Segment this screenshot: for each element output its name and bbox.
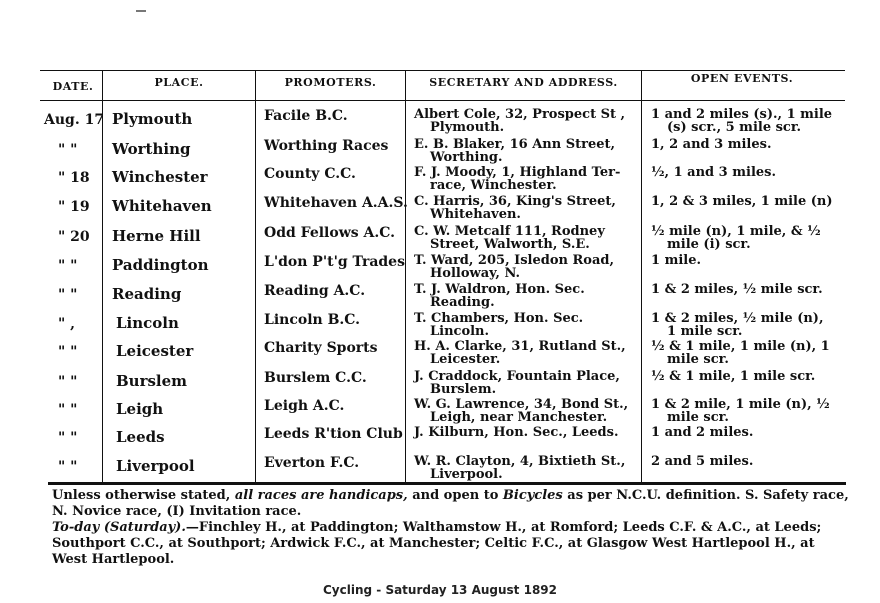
table-top-rule — [40, 70, 845, 71]
row-events-line: 1 & 2 mile, 1 mile (n), ½ — [651, 397, 830, 412]
row-secretary-line: Worthing. — [430, 150, 503, 165]
row-secretary-line: Whitehaven. — [430, 207, 521, 222]
row-secretary-line: Plymouth. — [430, 120, 505, 135]
row-secretary-line: Street, Walworth, S.E. — [430, 237, 590, 252]
footnote-handicaps: all races are handicaps, — [234, 488, 408, 503]
row-events-line: 1, 2 and 3 miles. — [651, 137, 772, 152]
row-place: Leigh — [116, 400, 164, 418]
row-secretary-line: C. W. Metcalf 111, Rodney — [414, 224, 605, 239]
row-secretary-line: Lincoln. — [430, 324, 490, 339]
column-divider-4 — [641, 71, 642, 483]
row-events-line: mile scr. — [667, 410, 729, 425]
row-events-line: mile scr. — [667, 352, 729, 367]
row-promoters: Reading A.C. — [264, 283, 366, 299]
table-bottom-rule — [48, 482, 846, 485]
row-promoters: Worthing Races — [264, 138, 389, 154]
row-place: Burslem — [116, 372, 188, 390]
row-secretary-line: Reading. — [430, 295, 495, 310]
row-events-line: ½, 1 and 3 miles. — [651, 165, 776, 180]
row-place: Leicester — [116, 342, 194, 360]
row-events-line: 1 & 2 miles, ½ mile scr. — [651, 282, 823, 297]
scan-speck — [136, 10, 146, 12]
row-secretary-line: Leicester. — [430, 352, 501, 367]
row-date: " " — [58, 402, 78, 418]
row-secretary-line: T. Chambers, Hon. Sec. — [414, 311, 584, 326]
row-events-line: 1 and 2 miles. — [651, 425, 754, 440]
row-date: " " — [58, 344, 78, 360]
row-promoters: Whitehaven A.A.S. — [264, 195, 408, 211]
row-date: " " — [58, 459, 78, 475]
row-secretary-line: W. G. Lawrence, 34, Bond St., — [414, 397, 629, 412]
row-secretary-line: T. J. Waldron, Hon. Sec. — [414, 282, 585, 297]
row-events-line: 2 and 5 miles. — [651, 454, 754, 469]
row-place: Liverpool — [116, 457, 195, 475]
footnote-text-1: Unless otherwise stated, — [52, 488, 231, 503]
row-secretary-line: Burslem. — [430, 382, 497, 397]
header-promoters: PROMOTERS. — [284, 76, 377, 89]
footnote — [52, 488, 852, 568]
row-place: Paddington — [112, 256, 209, 274]
row-secretary-line: Liverpool. — [430, 467, 503, 482]
row-events-line: 1 mile. — [651, 253, 702, 268]
row-promoters: Leeds R'tion Club — [264, 426, 403, 442]
row-date: " 18 — [58, 170, 90, 186]
row-secretary-line: F. J. Moody, 1, Highland Ter- — [414, 165, 621, 180]
row-promoters: Everton F.C. — [264, 455, 360, 471]
row-date: " 19 — [58, 199, 90, 215]
row-promoters: Lincoln B.C. — [264, 312, 361, 328]
footnote-text-2: and open to — [412, 488, 499, 503]
footnote-today-events: —Finchley H., at Paddington; Walthamstow H., at Romford; Leeds C.F. & A.C., at Leeds; Southport C.C., at Southport; Ardwick F.C., at Manchester; Celtic F.C., at Glasgow West Hartlepool H., at West Hartlepool. — [52, 520, 822, 567]
row-secretary-line: Holloway, N. — [430, 266, 521, 281]
row-events-line: ½ mile (n), 1 mile, & ½ — [651, 224, 821, 239]
row-events-line: 1 and 2 miles (s)., 1 mile — [651, 107, 833, 122]
table-header-rule — [40, 100, 845, 101]
row-date: " , — [58, 316, 76, 332]
row-promoters: Charity Sports — [264, 340, 378, 356]
column-divider-1 — [102, 71, 103, 483]
row-date: " " — [58, 287, 78, 303]
row-secretary-line: C. Harris, 36, King's Street, — [414, 194, 616, 209]
row-place: Winchester — [112, 168, 208, 186]
row-events-line: 1 mile scr. — [667, 324, 743, 339]
row-events-line: ½ & 1 mile, 1 mile scr. — [651, 369, 816, 384]
row-secretary-line: Albert Cole, 32, Prospect St , — [414, 107, 626, 122]
row-date: " " — [58, 430, 78, 446]
row-secretary-line: E. B. Blaker, 16 Ann Street, — [414, 137, 616, 152]
row-place: Worthing — [112, 140, 191, 158]
row-place: Herne Hill — [112, 227, 201, 245]
row-date: " " — [58, 374, 78, 390]
row-date: " " — [58, 142, 78, 158]
header-secretary: SECRETARY AND ADDRESS. — [429, 76, 618, 89]
row-place: Lincoln — [116, 314, 179, 332]
header-events: OPEN EVENTS. — [690, 72, 794, 85]
row-date: " 20 — [58, 229, 90, 245]
row-secretary-line: Leigh, near Manchester. — [430, 410, 608, 425]
row-events-line: 1, 2 & 3 miles, 1 mile (n) — [651, 194, 833, 209]
row-events-line: ½ & 1 mile, 1 mile (n), 1 — [651, 339, 830, 354]
footnote-bicycles: Bicycles — [502, 488, 563, 503]
row-secretary-line: H. A. Clarke, 31, Rutland St., — [414, 339, 626, 354]
row-place: Whitehaven — [112, 197, 212, 215]
row-secretary-line: W. R. Clayton, 4, Bixtieth St., — [414, 454, 626, 469]
row-events-line: mile (i) scr. — [667, 237, 751, 252]
row-promoters: Burslem C.C. — [264, 370, 367, 386]
row-promoters: Odd Fellows A.C. — [264, 225, 396, 241]
row-place: Leeds — [116, 428, 165, 446]
row-secretary-line: J. Kilburn, Hon. Sec., Leeds. — [414, 425, 619, 440]
row-place: Reading — [112, 285, 182, 303]
row-secretary-line: J. Craddock, Fountain Place, — [414, 369, 620, 384]
footnote-text-3: as per N.C.U. definition. S. Safety race, N. Novice race, (I) Invitation race. — [52, 488, 849, 519]
row-date: Aug. 17 — [44, 112, 105, 128]
row-promoters: Facile B.C. — [264, 108, 348, 124]
row-secretary-line: race, Winchester. — [430, 178, 557, 193]
row-promoters: L'don P't'g Trades — [264, 254, 405, 270]
row-place: Plymouth — [112, 110, 193, 128]
header-date: DATE. — [52, 80, 94, 93]
row-promoters: County C.C. — [264, 166, 356, 182]
footnote-today: To-day (Saturday). — [52, 520, 186, 535]
row-date: " " — [58, 258, 78, 274]
column-divider-3 — [405, 71, 406, 483]
row-promoters: Leigh A.C. — [264, 398, 345, 414]
source-caption: Cycling - Saturday 13 August 1892 — [323, 583, 557, 597]
row-events-line: (s) scr., 5 mile scr. — [667, 120, 802, 135]
row-secretary-line: T. Ward, 205, Isledon Road, — [414, 253, 614, 268]
column-divider-2 — [255, 71, 256, 483]
row-events-line: 1 & 2 miles, ½ mile (n), — [651, 311, 824, 326]
header-place: PLACE. — [154, 76, 204, 89]
